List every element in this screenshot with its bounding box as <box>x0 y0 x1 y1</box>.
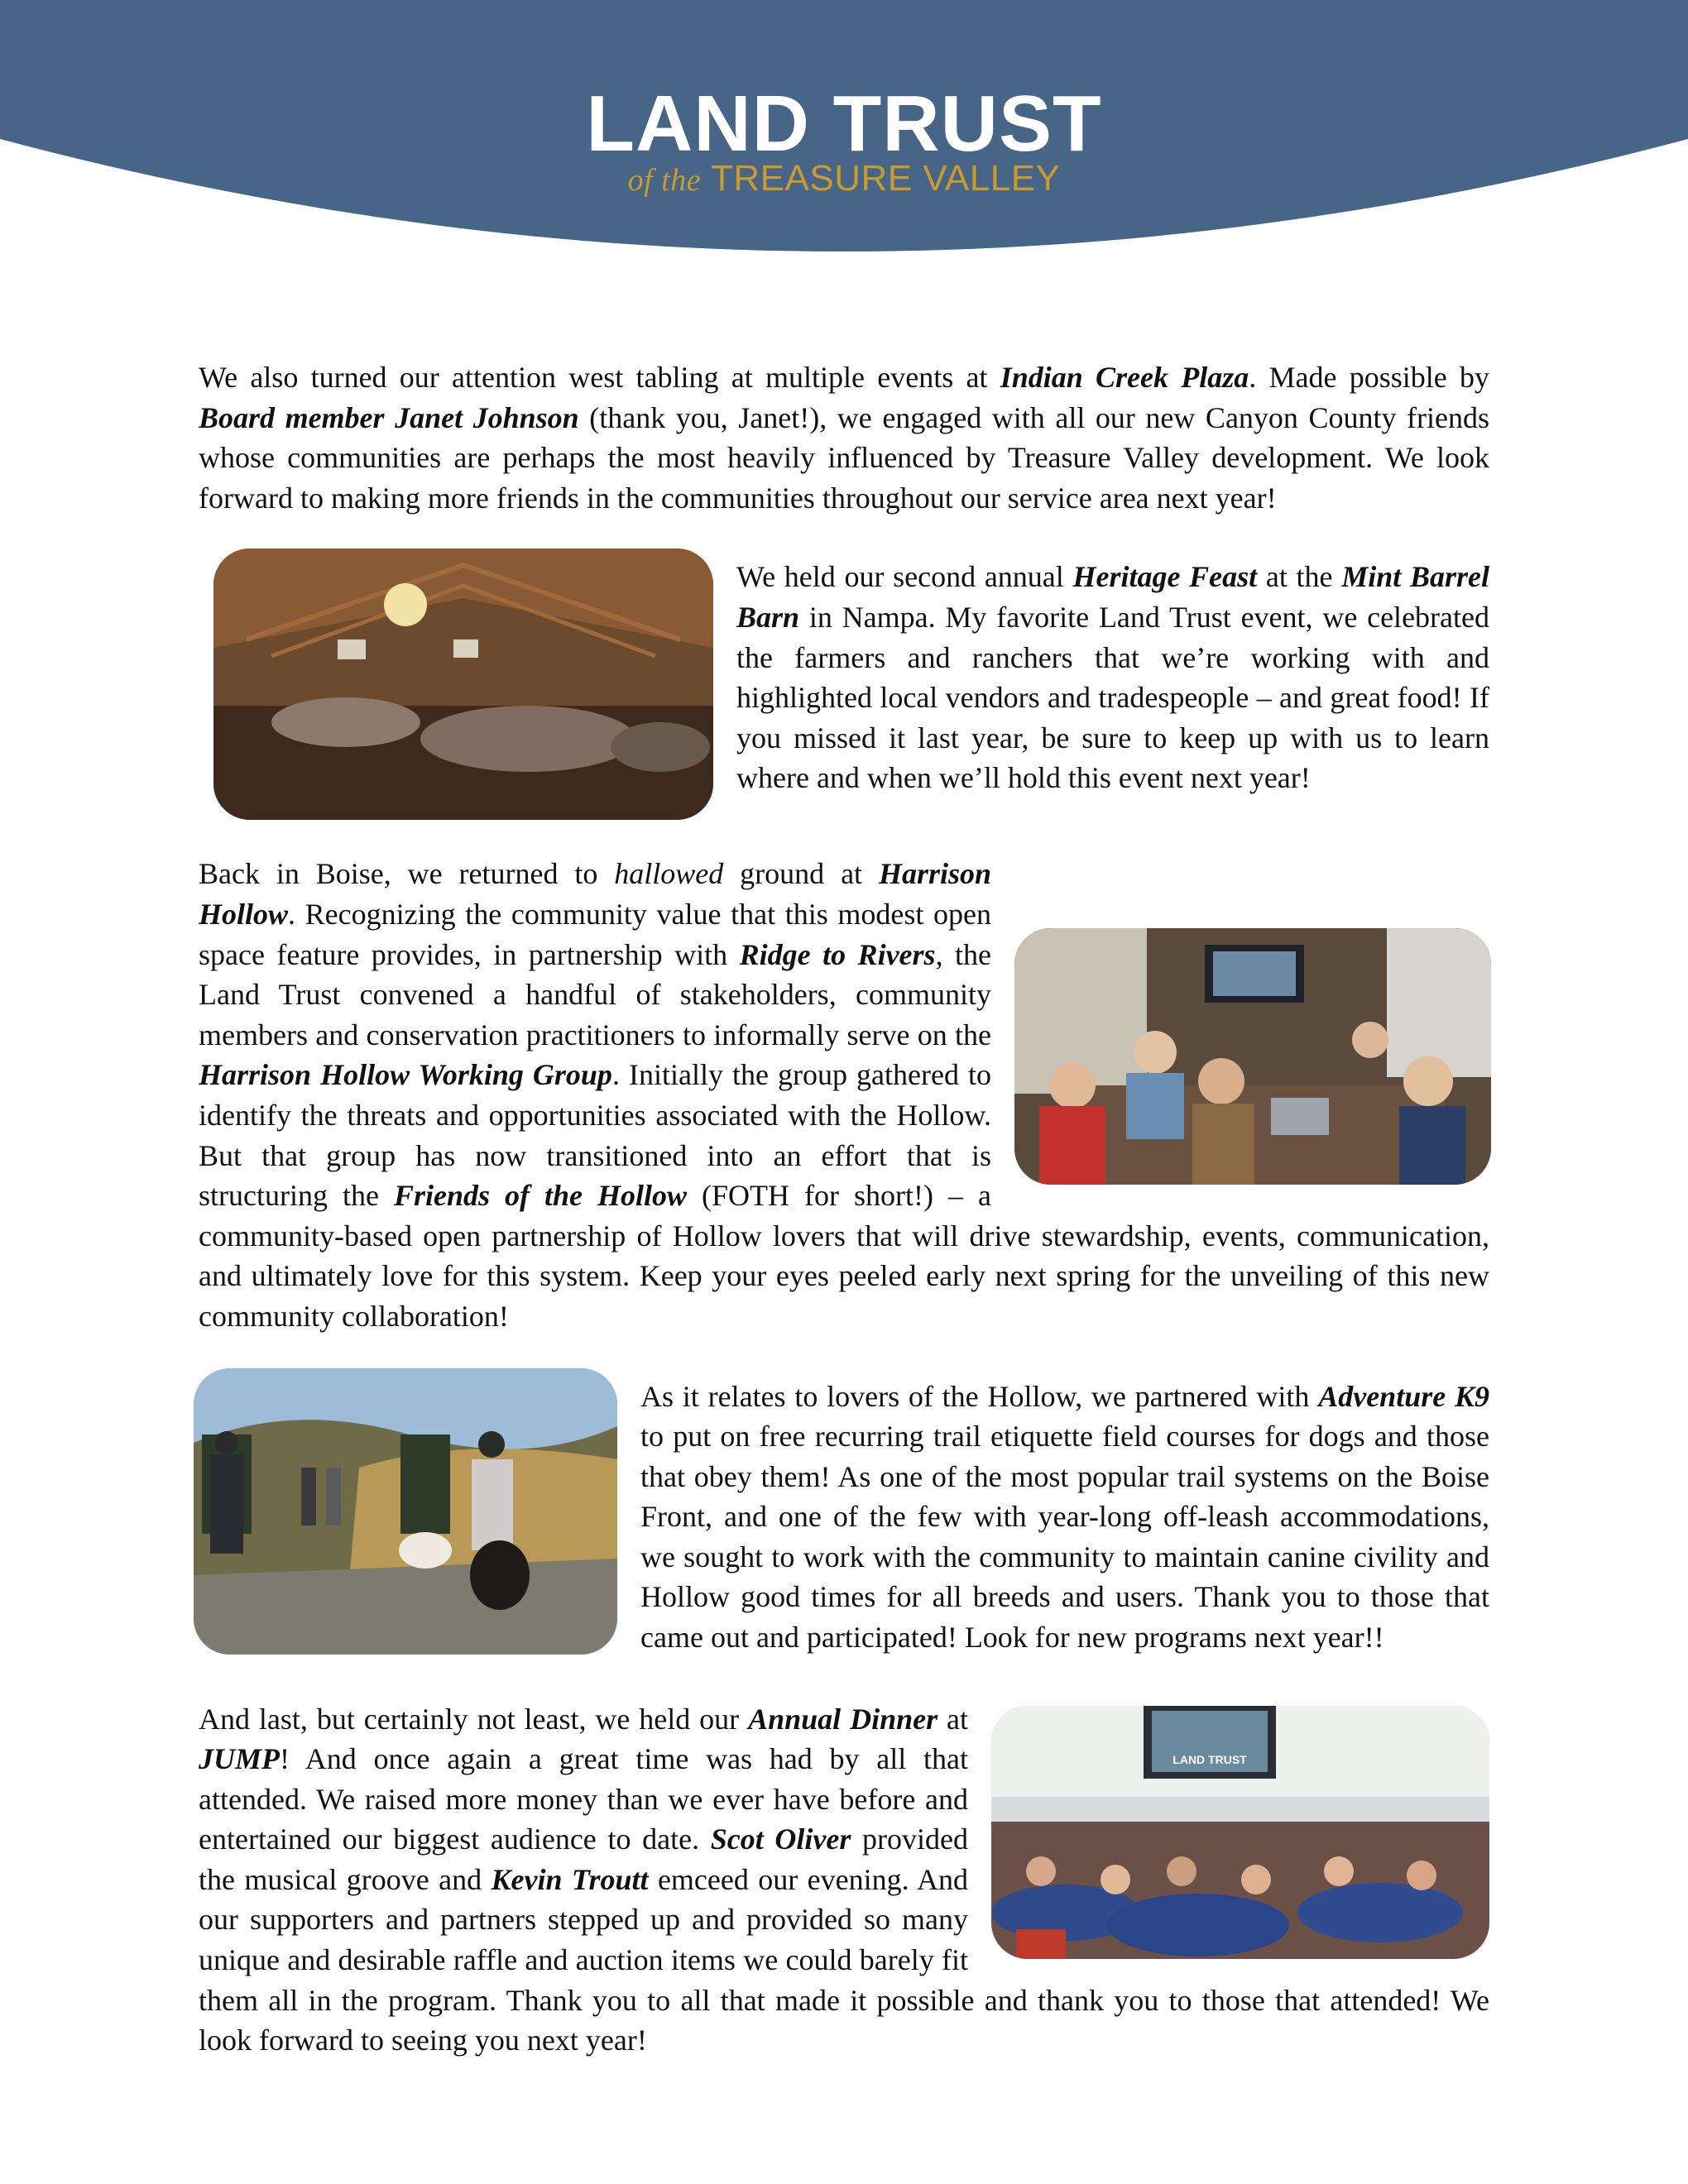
text-run: provided the musical groove and <box>199 1822 969 1896</box>
article-body <box>199 357 1489 2061</box>
working-group-photo <box>1014 928 1491 1185</box>
bold-italic-jump: JUMP <box>199 1742 280 1776</box>
trail-photo-art <box>194 1368 617 1655</box>
text-run: And last, but certainly not least, we held our <box>199 1702 749 1736</box>
annual-dinner-photo <box>991 1706 1489 1959</box>
text-run: to put on free recurring trail etiquette field courses for dogs and those that obey them! As one of the most popular trail systems on the Boise Front, and one of the few with year-long off-leash accommodations, we sought to work with the community to maintain canine civility and Hollow good times for all breeds and users. Thank you to those that came out and participated! Look for new programs next year!! <box>640 1420 1489 1655</box>
bold-italic-ridge-to-rivers: Ridge to Rivers <box>739 937 936 971</box>
logo-subtitle: TREASURE VALLEY <box>711 158 1061 199</box>
text-run: We held our second annual <box>736 560 1073 594</box>
text-run: ! And once again a great time was had by all that attended. We raised more money than we ever have before and entertained our biggest audience to date. <box>199 1742 968 1856</box>
text-run: (FOTH for short!) – a community-based open partnership of Hollow lovers that will drive stewardship, events, communication, and ultimately love for this system. Keep your eyes peeled early next spring for the unveiling of this new community collaboration! <box>199 1179 1489 1333</box>
dog-trail-photo <box>194 1368 617 1655</box>
bold-italic-board-member: Board member Janet Johnson <box>199 400 579 434</box>
text-run: at the <box>1257 560 1342 594</box>
logo-title: LAND TRUST <box>586 79 1102 168</box>
text-run: As it relates to lovers of the Hollow, we partnered with <box>640 1379 1319 1413</box>
bold-italic-friends-of-the-hollow: Friends of the Hollow <box>393 1179 688 1213</box>
screen-text: LAND TRUST <box>1172 1752 1247 1766</box>
dinner-photo-art <box>991 1706 1489 1959</box>
barn-event-photo <box>213 548 713 820</box>
bold-italic-mint-barrel-barn: Mint Barrel Barn <box>736 560 1489 634</box>
logo-prefix: of the <box>627 163 702 198</box>
bold-italic-scot-oliver: Scot Oliver <box>710 1822 851 1856</box>
text-run: . Made possible by <box>1249 361 1489 394</box>
bold-italic-adventure-k9: Adventure K9 <box>1318 1379 1490 1413</box>
text-run: Back in Boise, we returned to <box>199 857 615 891</box>
bold-italic-heritage-feast: Heritage Feast <box>1072 560 1258 594</box>
meeting-photo-art <box>1014 928 1491 1185</box>
bold-italic-annual-dinner: Annual Dinner <box>748 1702 938 1736</box>
text-run: (thank you, Janet!), we engaged with all our new Canyon County friends whose communities are perhaps the most heavily influenced by Treasure Valley development. We look forward to making more friends in the communities throughout our service area next year! <box>199 400 1489 515</box>
text-run: ground at <box>723 857 879 891</box>
text-run: , the Land Trust convened a handful of stakeholders, community members and conservation practitioners to informally serve on the <box>199 937 992 1051</box>
bold-italic-indian-creek-plaza: Indian Creek Plaza <box>1000 361 1249 394</box>
bold-italic-harrison-hollow: Harrison Hollow <box>199 857 992 931</box>
text-run: . Recognizing the community value that this modest open space feature provides, in partnership with <box>199 897 991 971</box>
barn-photo-art <box>213 548 713 820</box>
text-run: . Initially the group gathered to identify the threats and opportunities associated with the Hollow. But that group has now transitioned into an effort that is structuring the <box>199 1058 991 1213</box>
text-run: at <box>938 1702 969 1736</box>
text-run: emceed our evening. And our supporters and partners stepped up and provided so many unique and desirable raffle and auction items we could barely fit them all in the program. Thank you to all that made it possible and thank you to those that attended! We look forward to seeing you next year! <box>199 1862 1489 2057</box>
italic-hallowed: hallowed <box>614 857 724 891</box>
bold-italic-kevin-troutt: Kevin Troutt <box>491 1862 649 1896</box>
text-run: We also turned our attention west tabling at multiple events at <box>199 361 1000 394</box>
logo-subtitle-line <box>0 159 1688 200</box>
text-run: in Nampa. My favorite Land Trust event, we celebrated the farmers and ranchers that we’re working with and highlighted local vendors and tradespeople – and great food! If you missed it last year, be sure to keep up with us to learn where and when we’ll hold this event next year! <box>736 600 1489 795</box>
paragraph-canyon-county <box>199 357 1489 518</box>
bold-italic-working-group: Harrison Hollow Working Group <box>199 1058 612 1092</box>
